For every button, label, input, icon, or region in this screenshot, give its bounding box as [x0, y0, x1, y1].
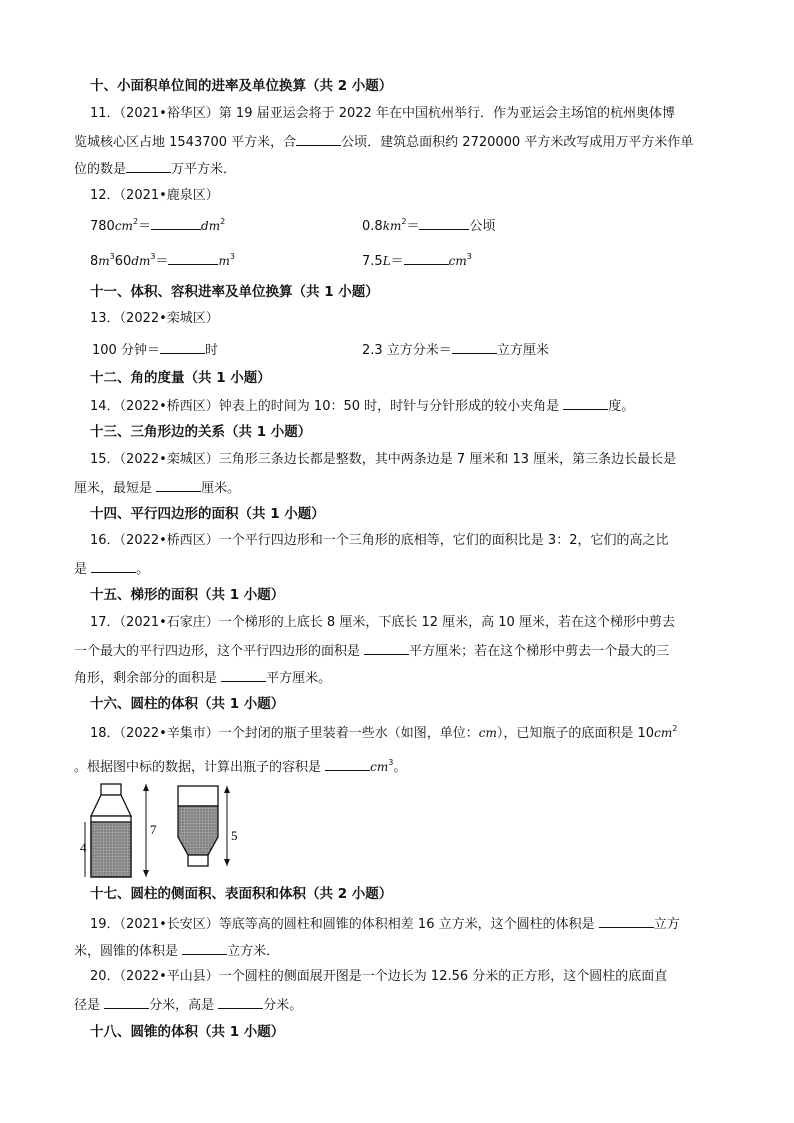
q14-line1: 14．（2022•桥西区）钟表上的时间为 10：50 时，时针与分针形成的较小夹角是 度。 — [90, 395, 634, 417]
arrow-down-icon — [143, 870, 149, 877]
section-17-title: 十七、圆柱的侧面积、表面积和体积（共 2 小题） — [90, 886, 393, 902]
answer-blank[interactable] — [404, 250, 449, 265]
answer-blank[interactable] — [151, 215, 201, 230]
answer-blank[interactable] — [599, 913, 654, 928]
q13-item-a: 100 分钟＝ 时 — [92, 339, 218, 361]
label-total-height: 7 — [150, 822, 157, 837]
q13-head: 13．（2022•栾城区） — [90, 311, 219, 326]
answer-blank[interactable] — [221, 667, 266, 682]
section-13-title: 十三、三角形边的关系（共 1 小题） — [90, 424, 312, 440]
q15-line1: 15．（2022•栾城区）三角形三条边长都是整数，其中两条边是 7 厘米和 13 厘米，第三条边长最长是 — [90, 452, 677, 467]
answer-blank[interactable] — [218, 994, 263, 1009]
q16-line1: 16．（2022•桥西区）一个平行四边形和一个三角形的底相等，它们的面积比是 3：2，它们的高之比 — [90, 533, 669, 548]
q17-line2: 一个最大的平行四边形，这个平行四边形的面积是 平方厘米；若在这个梯形中剪去一个最大的三 — [74, 640, 669, 662]
q18-line2: 。根据图中标的数据，计算出瓶子的容积是 $cm^3$。 — [74, 758, 407, 775]
q17-line3: 角形，剩余部分的面积是 平方厘米。 — [74, 667, 331, 689]
arrow-up-icon — [224, 786, 230, 793]
answer-blank[interactable] — [296, 131, 341, 146]
q11-line3: 位的数是 万平方米． — [74, 158, 236, 180]
q20-line2: 径是 分米，高是 分米。 — [74, 994, 302, 1016]
label-water-height: 4 — [80, 840, 87, 855]
q12-item-d: $7.5L= cm^3$ — [362, 252, 472, 269]
q19-line2: 米，圆锥的体积是 立方米． — [74, 940, 279, 962]
q16-line2: 是 。 — [74, 558, 149, 580]
q15-line2: 厘米，最短是 厘米。 — [74, 477, 240, 499]
left-bottle — [91, 784, 131, 877]
section-15-title: 十五、梯形的面积（共 1 小题） — [90, 587, 285, 603]
q12-item-b: $0.8km^2=$ 公顷 — [362, 217, 496, 234]
section-18-title: 十八、圆锥的体积（共 1 小题） — [90, 1024, 285, 1040]
q12-item-a: $780cm^2= dm^2$ — [90, 217, 226, 234]
answer-blank[interactable] — [168, 250, 218, 265]
q18-line1: 18．（2022•辛集市）一个封闭的瓶子里装着一些水（如图，单位：cm），已知瓶子的底面积是 $10cm^2$ — [90, 724, 678, 741]
answer-blank[interactable] — [182, 940, 227, 955]
q17-line1: 17．（2021•石家庄）一个梯形的上底长 8 厘米，下底长 12 厘米，高 10 厘米，若在这个梯形中剪去 — [90, 615, 675, 630]
answer-blank[interactable] — [104, 994, 149, 1009]
q12-head: 12．（2021•鹿泉区） — [90, 188, 219, 203]
answer-blank[interactable] — [325, 756, 370, 771]
arrow-up-icon — [143, 784, 149, 791]
answer-blank[interactable] — [91, 558, 136, 573]
bottle-figure — [80, 782, 260, 882]
water-fill — [91, 822, 131, 877]
q11-line2: 览城核心区占地 1543700 平方米，合 公顷．建筑总面积约 2720000 平方米改写成用万平方米作单 — [74, 131, 693, 153]
answer-blank[interactable] — [419, 215, 469, 230]
section-16-title: 十六、圆柱的体积（共 1 小题） — [90, 696, 285, 712]
answer-blank[interactable] — [160, 339, 205, 354]
section-11-title: 十一、体积、容积进率及单位换算（共 1 小题） — [90, 284, 379, 300]
q11-line1: 11．（2021•裕华区）第 19 届亚运会将于 2022 年在中国杭州举行．作为亚运会主场馆的杭州奥体博 — [90, 106, 675, 121]
water-fill — [178, 806, 218, 855]
answer-blank[interactable] — [126, 158, 171, 173]
arrow-down-icon — [224, 859, 230, 866]
q20-line1: 20．（2022•平山县）一个圆柱的侧面展开图是一个边长为 12.56 分米的正方形，这个圆柱的底面直 — [90, 969, 668, 984]
right-bottle — [178, 786, 218, 866]
section-14-title: 十四、平行四边形的面积（共 1 小题） — [90, 506, 325, 522]
answer-blank[interactable] — [156, 477, 201, 492]
answer-blank[interactable] — [364, 640, 409, 655]
q19-line1: 19．（2021•长安区）等底等高的圆柱和圆锥的体积相差 16 立方米，这个圆柱的体积是 立方 — [90, 913, 680, 935]
q12-item-c: $8m^360dm^3= m^3$ — [90, 252, 235, 269]
label-air-height: 5 — [231, 828, 238, 843]
answer-blank[interactable] — [452, 339, 497, 354]
section-10-title: 十、小面积单位间的进率及单位换算（共 2 小题） — [90, 78, 393, 94]
q13-item-b: 2.3 立方分米＝ 立方厘米 — [362, 339, 549, 361]
answer-blank[interactable] — [563, 395, 608, 410]
section-12-title: 十二、角的度量（共 1 小题） — [90, 370, 271, 386]
